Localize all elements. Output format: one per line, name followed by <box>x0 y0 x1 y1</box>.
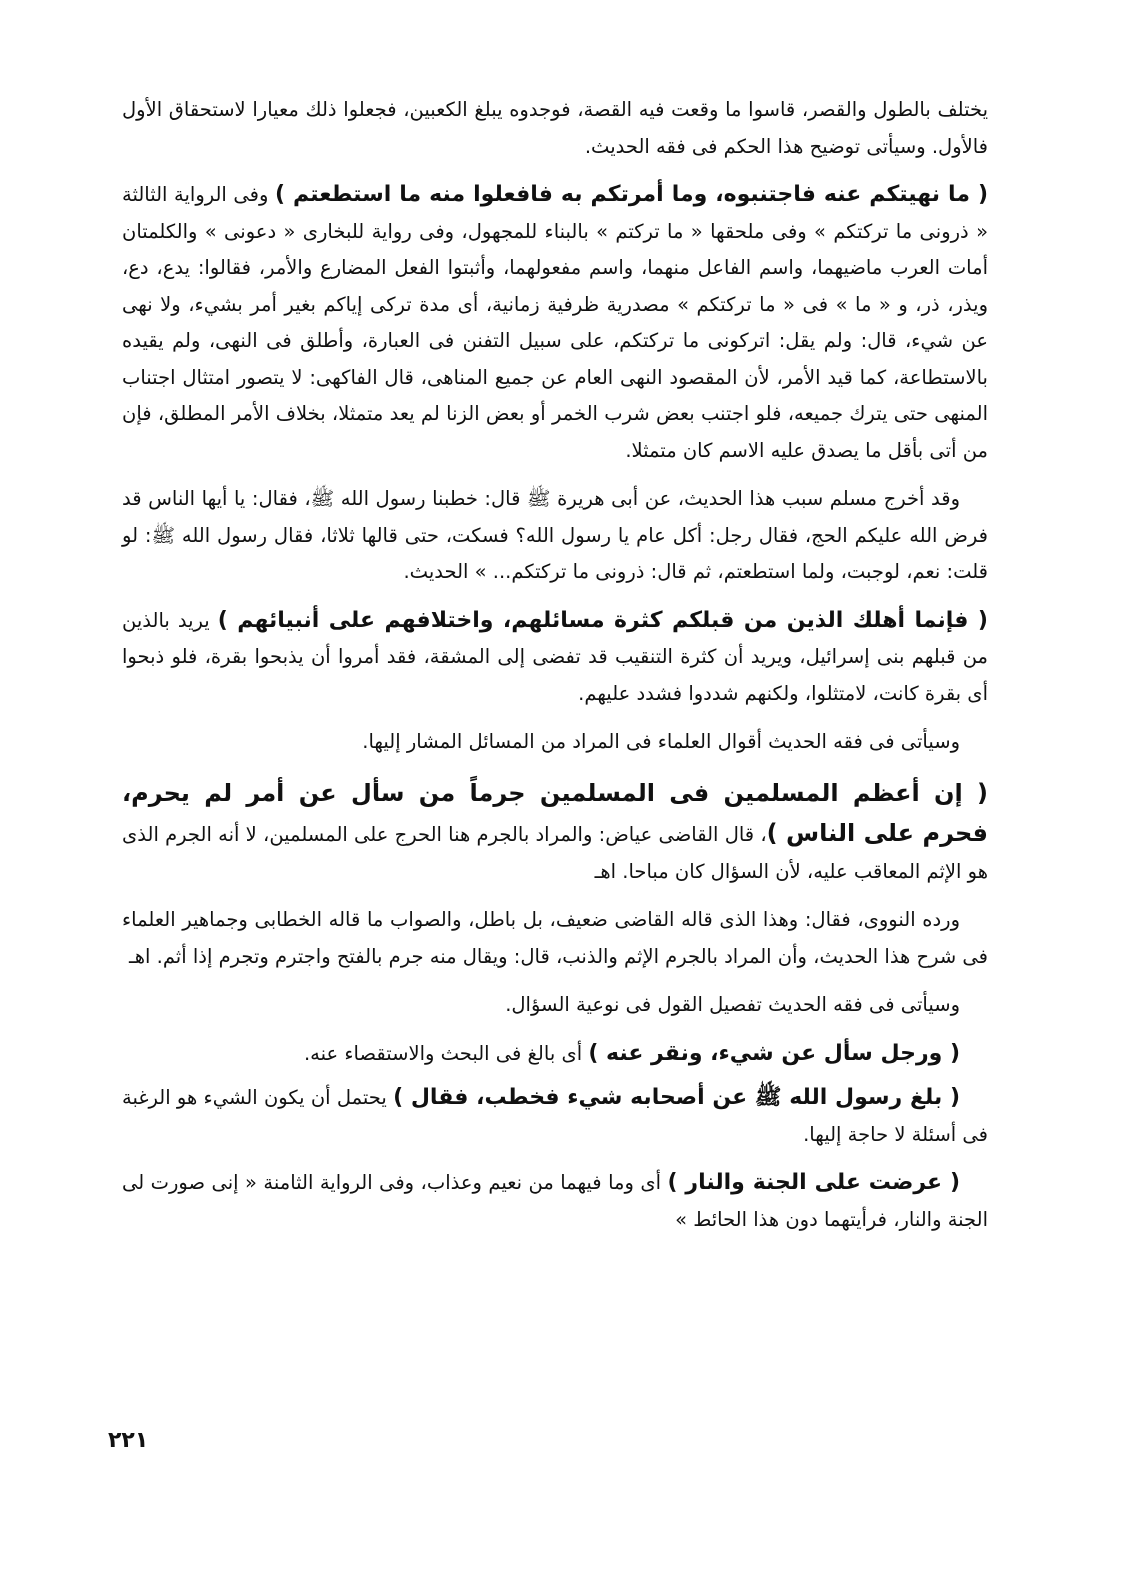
hadith-quote: ( فإنما أهلك الذين من قبلكم كثرة مسائلهم، واختلافهم على أنبيائهم ) <box>217 607 988 633</box>
hadith-quote: ( إن أعظم المسلمين فى المسلمين جرماً من سأل عن أمر لم يحرم، فحرم على الناس ) <box>122 778 989 847</box>
paragraph-text: أى وما فيهما من نعيم وعذاب، وفى الرواية الثامنة « إنى صورت لى الجنة والنار، فرأيتهما دون هذا الحائط » <box>122 1171 988 1231</box>
paragraph-text: أى بالغ فى البحث والاستقصاء عنه. <box>303 1041 589 1065</box>
paragraph-6 <box>122 773 988 891</box>
paragraph-text: يحتمل أن يكون الشيء هو الرغبة فى أسئلة لا حاجة إليها. <box>122 1086 988 1146</box>
paragraph-1 <box>122 92 988 165</box>
paragraph-text: ورده النووى، فقال: وهذا الذى قاله القاضى ضعيف، بل باطل، والصواب ما قاله الخطابى وجماهير العلماء فى شرح هذا الحديث، وأن المراد بالجرم الإثم والذنب، قال: ويقال منه جرم بالفتح واجترم وتجرم إذا أثم. اهـ <box>122 908 988 968</box>
paragraph-3 <box>122 481 988 591</box>
paragraph-text: وفى الرواية الثالثة « ذرونى ما تركتكم » وفى ملحقها « ما تركتم » بالبناء للمجهول، وفى رواية للبخارى « دعونى » والكلمتان أمات العرب ماضيهما، واسم الفاعل منهما، واسم مفعولهما، وأثبتوا الفعل المضارع والأمر، فقالوا: يدع، دع، ويذر، ذر، و « ما » فى « ما تركتكم » مصدرية ظرفية زمانية، أى مدة تركى إياكم بغير أمر بشيء، ولا نهى عن شيء، قال: ولم يقل: اتركونى ما تركتكم، على سبيل التفنن فى العبارة، وأطلق فى النهى، ولم يقيده بالاستطاعة، كما قيد الأمر، لأن المقصود النهى العام عن جميع المناهى، قال الفاكهى: لا يتصور امتثال اجتناب المنهى حتى يترك جميعه، فلو اجتنب بعض شرب الخمر أو بعض الزنا لم يعد متمثلا، بخلاف الأمر المطلق، فإن من أتى بأقل ما يصدق عليه الاسم كان متمثلا. <box>122 183 988 462</box>
hadith-quote: ( عرضت على الجنة والنار ) <box>667 1170 961 1195</box>
paragraph-5 <box>122 724 988 761</box>
page-number: ٢٢١ <box>108 1428 149 1453</box>
paragraph-4 <box>122 603 988 713</box>
paragraph-8 <box>122 987 988 1024</box>
paragraph-text: يختلف بالطول والقصر، قاسوا ما وقعت فيه القصة، فوجدوه يبلغ الكعبين، فجعلوا ذلك معيارا لاستحقاق الأول فالأول. وسيأتى توضيح هذا الحكم فى فقه الحديث. <box>122 98 988 158</box>
paragraph-text: وسيأتى فى فقه الحديث أقوال العلماء فى المراد من المسائل المشار إليها. <box>362 730 960 753</box>
paragraph-text: وسيأتى فى فقه الحديث تفصيل القول فى نوعية السؤال. <box>505 993 960 1016</box>
page-body <box>122 92 988 1238</box>
paragraph-10 <box>122 1080 988 1153</box>
hadith-quote: ( ورجل سأل عن شيء، ونقر عنه ) <box>588 1040 960 1066</box>
paragraph-2 <box>122 177 988 469</box>
paragraph-9 <box>122 1036 988 1073</box>
hadith-quote: ( ما نهيتكم عنه فاجتنبوه، وما أمرتكم به فافعلوا منه ما استطعتم ) <box>274 182 989 207</box>
hadith-quote: ( بلغ رسول الله ﷺ عن أصحابه شيء فخطب، فقال ) <box>393 1085 960 1110</box>
paragraph-text: وقد أخرج مسلم سبب هذا الحديث، عن أبى هريرة ﷺ قال: خطبنا رسول الله ﷺ، فقال: يا أيها الناس قد فرض الله عليكم الحج، فقال رجل: أكل عام يا رسول الله؟ فسكت، حتى قالها ثلاثا، فقال رسول الله ﷺ: لو قلت: نعم، لوجبت، ولما استطعتم، ثم قال: ذرونى ما تركتكم... » الحديث. <box>122 487 988 583</box>
paragraph-7 <box>122 902 988 975</box>
paragraph-text: يريد بالذين من قبلهم بنى إسرائيل، ويريد أن كثرة التنقيب قد تفضى إلى المشقة، فقد أمروا أن يذبحوا بقرة، فلو ذبحوا أى بقرة كانت، لامتثلوا، ولكنهم شددوا فشدد عليهم. <box>122 608 988 705</box>
paragraph-text: ، قال القاضى عياض: والمراد بالجرم هنا الحرج على المسلمين، لا أنه الجرم الذى هو الإثم المعاقب عليه، لأن السؤال كان مباحا. اهـ <box>122 823 988 883</box>
paragraph-11 <box>122 1165 988 1238</box>
